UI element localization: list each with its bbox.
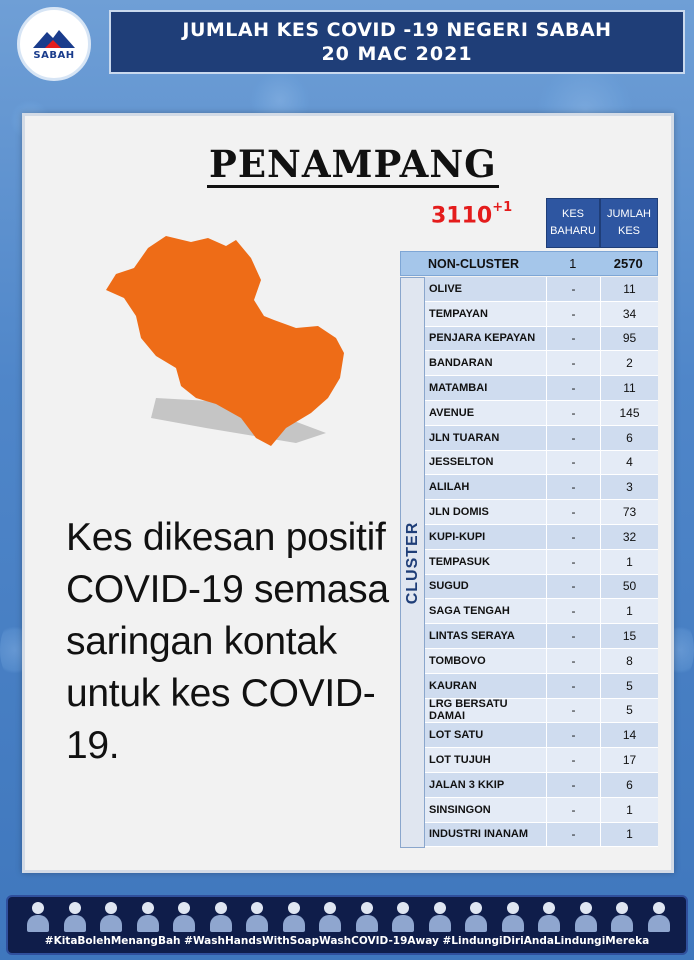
table-row (425, 649, 658, 674)
table-row (425, 773, 658, 798)
person-icon (172, 902, 196, 932)
cluster-new: - (546, 401, 600, 426)
cluster-total: 4 (600, 451, 658, 476)
district-map (96, 228, 356, 458)
person-icon (647, 902, 671, 932)
cluster-name: KUPI-KUPI (425, 525, 546, 550)
person-icon (282, 902, 306, 932)
cluster-name: JALAN 3 KKIP (425, 773, 546, 798)
person-icon (574, 902, 598, 932)
cluster-label-text: CLUSTER (403, 521, 421, 604)
cluster-total: 11 (600, 277, 658, 302)
cluster-total: 17 (600, 748, 658, 773)
person-icon (464, 902, 488, 932)
column-header-total-cases: JUMLAH KES (600, 198, 658, 248)
cluster-total: 2 (600, 351, 658, 376)
person-icon (501, 902, 525, 932)
logo-text: SABAH (33, 49, 75, 61)
person-icon (355, 902, 379, 932)
cluster-total: 5 (600, 674, 658, 699)
cluster-name: TOMBOVO (425, 649, 546, 674)
total-increment: +1 (492, 200, 513, 215)
table-row (425, 426, 658, 451)
cluster-new: - (546, 748, 600, 773)
cluster-new: - (546, 500, 600, 525)
person-icon (610, 902, 634, 932)
non-cluster-new: 1 (569, 256, 577, 271)
non-cluster-total: 2570 (613, 256, 643, 271)
table-row (425, 475, 658, 500)
cluster-total: 50 (600, 575, 658, 600)
person-icon (209, 902, 233, 932)
cluster-name: INDUSTRI INANAM (425, 823, 546, 848)
description-text: Kes dikesan positif COVID-19 semasa saringan kontak untuk kes COVID-19. (66, 516, 389, 767)
cluster-new: - (546, 649, 600, 674)
cluster-name: LOT TUJUH (425, 748, 546, 773)
cluster-new: - (546, 798, 600, 823)
cluster-new: - (546, 723, 600, 748)
person-icon (537, 902, 561, 932)
table-row (425, 401, 658, 426)
cluster-new: - (546, 475, 600, 500)
table-row (425, 376, 658, 401)
table-row (425, 500, 658, 525)
cluster-total: 145 (600, 401, 658, 426)
cluster-name: JLN TUARAN (425, 426, 546, 451)
person-icon (99, 902, 123, 932)
cluster-total: 32 (600, 525, 658, 550)
cluster-name: PENJARA KEPAYAN (425, 327, 546, 352)
cluster-name: SAGA TENGAH (425, 599, 546, 624)
cluster-new: - (546, 699, 600, 724)
cluster-total: 11 (600, 376, 658, 401)
cluster-name: BANDARAN (425, 351, 546, 376)
cluster-total: 8 (600, 649, 658, 674)
cluster-new: - (546, 624, 600, 649)
cluster-new: - (546, 674, 600, 699)
cluster-new: - (546, 327, 600, 352)
table-row (425, 575, 658, 600)
page-title: JUMLAH KES COVID -19 NEGERI SABAH (182, 19, 612, 41)
person-icon (428, 902, 452, 932)
cluster-name: JESSELTON (425, 451, 546, 476)
footer-banner (6, 895, 688, 955)
non-cluster-name: NON-CLUSTER (428, 256, 519, 271)
cluster-total: 6 (600, 773, 658, 798)
cluster-name: LOT SATU (425, 723, 546, 748)
cluster-name: SUGUD (425, 575, 546, 600)
table-row (425, 674, 658, 699)
cluster-name: MATAMBAI (425, 376, 546, 401)
column-header-new-cases: KES BAHARU (546, 198, 600, 248)
cluster-name: ALILAH (425, 475, 546, 500)
table-row (425, 302, 658, 327)
table-row (425, 699, 658, 724)
cluster-total: 34 (600, 302, 658, 327)
cluster-total: 5 (600, 699, 658, 724)
cluster-new: - (546, 773, 600, 798)
frontliners-illustration (26, 902, 671, 932)
table-row (425, 599, 658, 624)
cluster-name: SINSINGON (425, 798, 546, 823)
cluster-total: 6 (600, 426, 658, 451)
table-row (425, 451, 658, 476)
cluster-name: JLN DOMIS (425, 500, 546, 525)
person-icon (136, 902, 160, 932)
sabah-health-logo (17, 7, 91, 81)
cluster-new: - (546, 575, 600, 600)
cluster-total: 15 (600, 624, 658, 649)
cluster-name: TEMPASUK (425, 550, 546, 575)
table-row (425, 723, 658, 748)
table-row (425, 823, 658, 848)
non-cluster-row (400, 251, 658, 276)
cluster-total: 1 (600, 823, 658, 848)
total-cases (431, 200, 513, 229)
total-value: 3110 (431, 203, 493, 229)
cluster-new: - (546, 599, 600, 624)
cluster-new: - (546, 550, 600, 575)
cluster-total: 3 (600, 475, 658, 500)
person-icon (245, 902, 269, 932)
table-row (425, 351, 658, 376)
table-row (425, 748, 658, 773)
cluster-new: - (546, 525, 600, 550)
cluster-new: - (546, 426, 600, 451)
page-header (109, 10, 685, 74)
cluster-new: - (546, 351, 600, 376)
district-title: PENAMPANG (209, 142, 497, 186)
person-icon (318, 902, 342, 932)
cluster-total: 1 (600, 550, 658, 575)
table-row (425, 550, 658, 575)
cluster-new: - (546, 823, 600, 848)
cluster-name: KAURAN (425, 674, 546, 699)
person-icon (391, 902, 415, 932)
cluster-new: - (546, 451, 600, 476)
table-row (425, 525, 658, 550)
cluster-total: 14 (600, 723, 658, 748)
cluster-new: - (546, 302, 600, 327)
cluster-table (425, 277, 658, 847)
table-row (425, 798, 658, 823)
cluster-label (400, 277, 425, 848)
cluster-name: TEMPAYAN (425, 302, 546, 327)
cluster-new: - (546, 376, 600, 401)
cluster-new: - (546, 277, 600, 302)
cluster-name: AVENUE (425, 401, 546, 426)
cluster-total: 1 (600, 599, 658, 624)
cluster-total: 73 (600, 500, 658, 525)
cluster-total: 95 (600, 327, 658, 352)
table-row (425, 277, 658, 302)
table-row (425, 327, 658, 352)
cluster-name: LRG BERSATU DAMAI (425, 699, 546, 724)
cluster-name: OLIVE (425, 277, 546, 302)
cluster-total: 1 (600, 798, 658, 823)
cluster-name: LINTAS SERAYA (425, 624, 546, 649)
table-row (425, 624, 658, 649)
person-icon (63, 902, 87, 932)
page-date: 20 MAC 2021 (321, 43, 473, 65)
hashtags: #KitaBolehMenangBah #WashHandsWithSoapWashCOVID-19Away #LindungiDiriAndaLindungiMereka (44, 935, 650, 947)
person-icon (26, 902, 50, 932)
mountain-logo-icon (31, 28, 77, 50)
